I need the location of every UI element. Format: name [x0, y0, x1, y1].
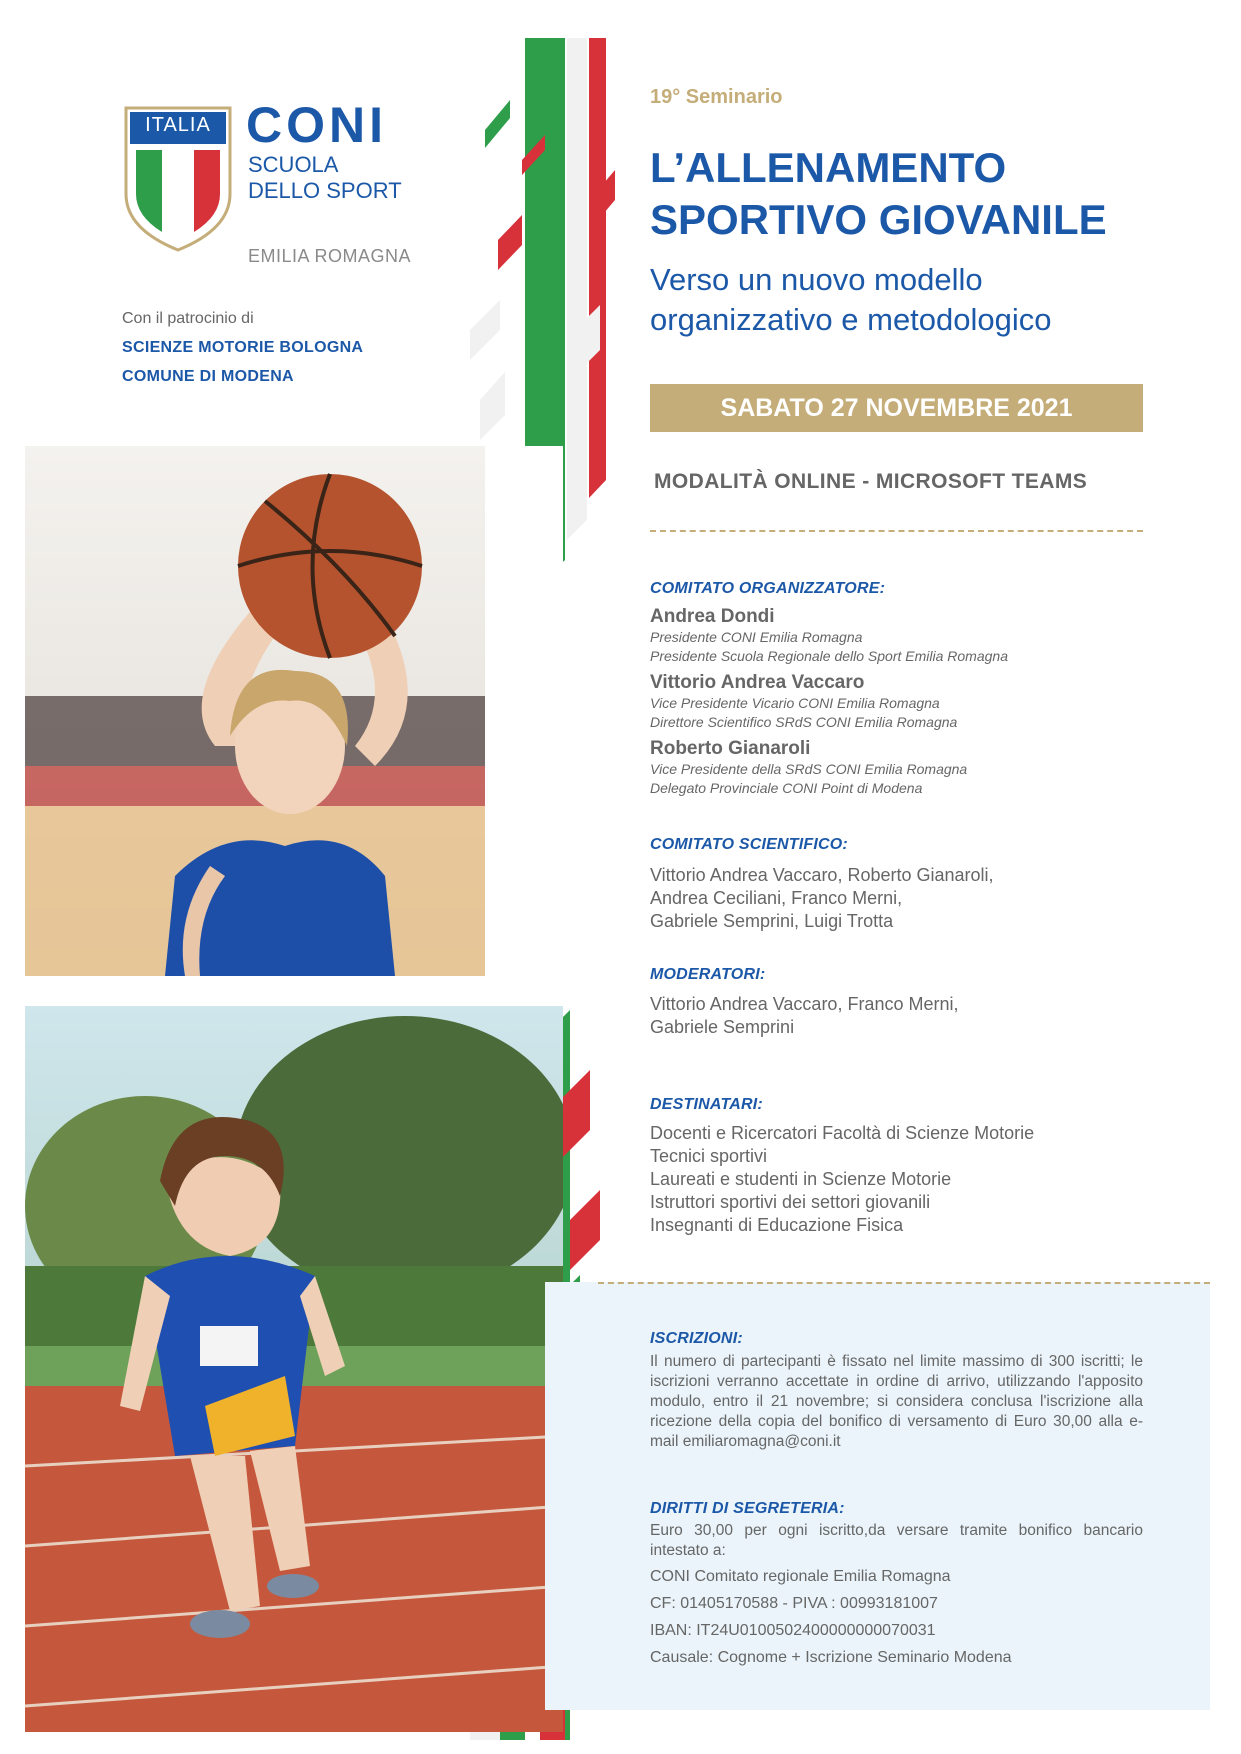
- member-role: Vice Presidente della SRdS CONI Emilia Romagna: [650, 761, 968, 777]
- member-name: Roberto Gianaroli: [650, 738, 811, 759]
- member-role: Vice Presidente Vicario CONI Emilia Romagna: [650, 695, 940, 711]
- moderators-heading: MODERATORI:: [650, 966, 766, 983]
- list-item: Andrea Ceciliani, Franco Merni,: [650, 888, 903, 908]
- organizing-heading: COMITATO ORGANIZZATORE:: [650, 580, 886, 597]
- list-item: Laureati e studenti in Scienze Motorie: [650, 1169, 952, 1189]
- seminar-number: 19° Seminario: [650, 86, 783, 108]
- list-item: Tecnici sportivi: [650, 1146, 768, 1166]
- page-subtitle: [650, 260, 1052, 340]
- subtitle-line-2: organizzativo e metodologico: [650, 302, 1052, 337]
- member-0: [650, 606, 1008, 666]
- page-title: [650, 142, 1107, 246]
- section-divider: [650, 530, 1143, 532]
- fees-causale: Causale: Cognome + Iscrizione Seminario Modena: [650, 1649, 1012, 1666]
- fees-recipient: CONI Comitato regionale Emilia Romagna: [650, 1568, 951, 1585]
- list-item: Istruttori sportivi dei settori giovanili: [650, 1192, 931, 1212]
- logo-region: EMILIA ROMAGNA: [248, 246, 412, 266]
- fees-text: Euro 30,00 per ogni iscritto,da versare tramite bonifico bancario intestato a:: [650, 1522, 1143, 1559]
- fees-heading: DIRITTI DI SEGRETERIA:: [650, 1500, 845, 1517]
- list-item: Insegnanti di Educazione Fisica: [650, 1215, 904, 1235]
- logo-italia-text: ITALIA: [145, 114, 211, 136]
- member-name: Vittorio Andrea Vaccaro: [650, 672, 865, 693]
- list-item: Gabriele Semprini: [650, 1017, 795, 1037]
- logo-scuola-line1: SCUOLA: [248, 152, 339, 177]
- registration-heading: ISCRIZIONI:: [650, 1330, 743, 1347]
- basketball-player-photo: [25, 446, 563, 976]
- member-role: Presidente Scuola Regionale dello Sport Emilia Romagna: [650, 648, 1008, 664]
- member-role: Presidente CONI Emilia Romagna: [650, 629, 863, 645]
- logo-scuola-line2: DELLO SPORT: [248, 178, 402, 203]
- registration-divider: [598, 1282, 1210, 1284]
- logo-coni-text: CONI: [246, 97, 387, 153]
- fees-iban: IBAN: IT24U0100502400000000070031: [650, 1622, 936, 1639]
- running-girl-photo: [25, 1006, 563, 1732]
- registration-text: Il numero di partecipanti è fissato nel limite massimo di 300 iscritti; le iscrizioni verranno accettate in ordine di arrivo, utilizzando l'apposito modulo, entro il 21 novembre; si considera conclusa l'iscrizione alla ricezione della copia del bonifico di versamento di Euro 30,00 alla e-mail emiliaromagna@coni.it: [650, 1353, 1143, 1450]
- audience-heading: DESTINATARI:: [650, 1096, 763, 1113]
- subtitle-line-1: Verso un nuovo modello: [650, 262, 983, 297]
- title-line-2: SPORTIVO GIOVANILE: [650, 196, 1107, 243]
- scientific-list: [650, 864, 994, 933]
- member-role: Direttore Scientifico SRdS CONI Emilia Romagna: [650, 714, 958, 730]
- registration-panel: [545, 1282, 1210, 1710]
- list-item: Docenti e Ricercatori Facoltà di Scienze Motorie: [650, 1123, 1035, 1143]
- event-mode: MODALITÀ ONLINE - MICROSOFT TEAMS: [654, 470, 1088, 493]
- member-name: Andrea Dondi: [650, 606, 775, 627]
- moderators-list: [650, 993, 958, 1039]
- member-2: [650, 738, 967, 798]
- scientific-heading: COMITATO SCIENTIFICO:: [650, 836, 848, 853]
- patronage-label: Con il patrocinio di: [122, 310, 254, 327]
- fees-codes: CF: 01405170588 - PIVA : 00993181007: [650, 1595, 938, 1612]
- title-line-1: L’ALLENAMENTO: [650, 144, 1007, 191]
- member-1: [650, 672, 957, 732]
- member-role: Delegato Provinciale CONI Point di Modena: [650, 780, 923, 796]
- list-item: Gabriele Semprini, Luigi Trotta: [650, 911, 894, 931]
- patron-comune-modena: COMUNE DI MODENA: [122, 368, 294, 385]
- audience-list: [650, 1122, 1034, 1237]
- list-item: Vittorio Andrea Vaccaro, Franco Merni,: [650, 994, 959, 1014]
- date-banner: SABATO 27 NOVEMBRE 2021: [650, 384, 1143, 432]
- patron-scienze-motorie: SCIENZE MOTORIE BOLOGNA: [122, 339, 364, 356]
- list-item: Vittorio Andrea Vaccaro, Roberto Gianaroli,: [650, 865, 994, 885]
- logo-subtitle: [248, 152, 402, 204]
